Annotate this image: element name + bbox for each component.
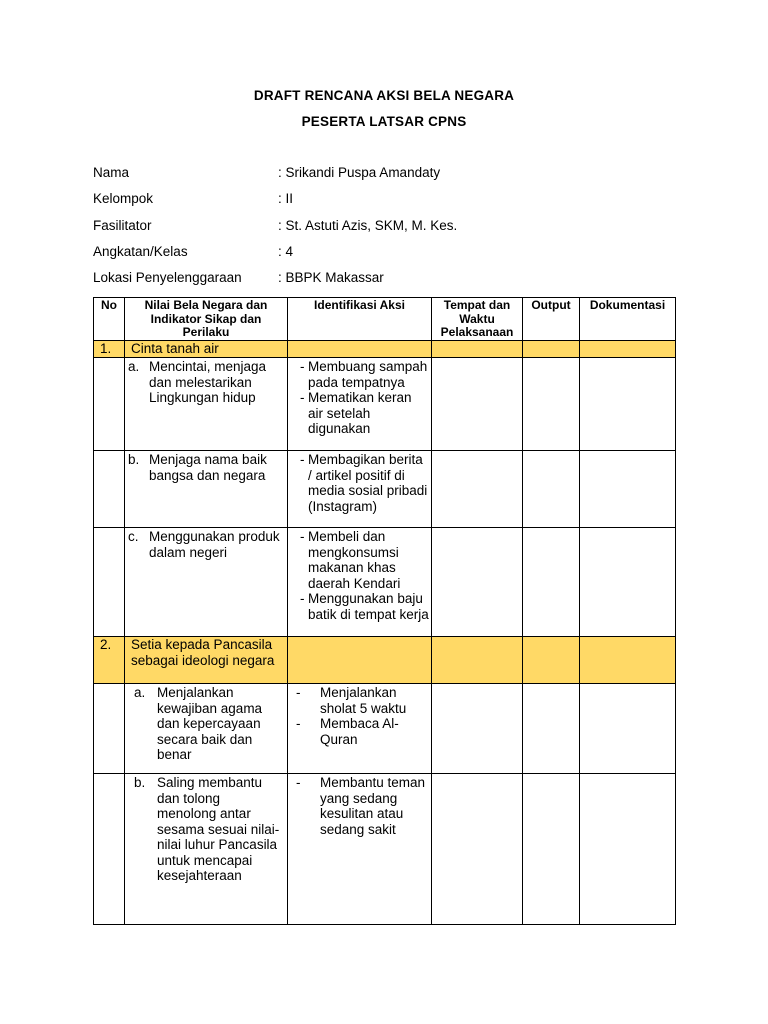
category-label: Cinta tanah air	[125, 341, 288, 358]
category-row	[94, 637, 676, 684]
empty-cell	[580, 774, 676, 925]
empty-cell	[580, 451, 676, 528]
header-output: Output	[523, 298, 580, 341]
indicator-cell	[125, 451, 288, 528]
action-plan-table	[93, 297, 676, 925]
empty-cell	[94, 684, 125, 774]
empty-cell	[432, 451, 523, 528]
table-row	[94, 684, 676, 774]
info-label: Fasilitator	[93, 217, 152, 233]
empty-cell	[432, 684, 523, 774]
actions-cell	[288, 528, 432, 637]
empty-cell	[580, 528, 676, 637]
empty-cell	[432, 528, 523, 637]
actions-cell	[288, 684, 432, 774]
actions-cell	[288, 358, 432, 451]
indicator-cell	[125, 528, 288, 637]
table-row	[94, 774, 676, 925]
info-label: Nama	[93, 165, 130, 180]
category-row	[94, 341, 676, 358]
info-row-nama	[93, 165, 673, 191]
participant-info	[93, 165, 673, 296]
table-row	[94, 358, 676, 451]
indicator-cell	[125, 684, 288, 774]
item-letter: b.	[134, 775, 146, 790]
empty-cell	[94, 774, 125, 925]
info-row-angkatan	[93, 244, 673, 270]
row-number: 2.	[94, 637, 125, 684]
empty-cell	[432, 774, 523, 925]
action-item: - Membeli dan mengkonsumsi makanan khas daerah Kendari	[300, 529, 401, 591]
empty-cell	[94, 451, 125, 528]
empty-cell	[523, 684, 580, 774]
empty-cell	[580, 341, 676, 358]
info-value: : BBPK Makassar	[278, 270, 384, 286]
empty-cell	[94, 528, 125, 637]
item-text: Saling membantu dan tolong menolong antar sesama sesuai nilai-nilai luhur Pancasila untuk mencapai kesejahteraan	[157, 775, 280, 883]
action-item: - Membantu teman yang sedang kesulitan atau sedang sakit	[296, 775, 426, 837]
action-item: - Menjalankan sholat 5 waktu	[296, 685, 407, 716]
table-row	[94, 451, 676, 528]
info-value: : 4	[278, 243, 294, 259]
header-nilai: Nilai Bela Negara dan Indikator Sikap dan Perilaku	[125, 298, 288, 341]
empty-cell	[523, 774, 580, 925]
item-text: Mencintai, menjaga dan melestarikan Lingkungan hidup	[149, 359, 267, 405]
empty-cell	[94, 358, 125, 451]
item-text: Menggunakan produk dalam negeri	[149, 529, 280, 560]
empty-cell	[580, 684, 676, 774]
table-row	[94, 528, 676, 637]
item-text: Menjaga nama baik bangsa dan negara	[149, 452, 267, 483]
empty-cell	[432, 637, 523, 684]
info-value: : Srikandi Puspa Amandaty	[278, 165, 441, 180]
empty-cell	[523, 528, 580, 637]
action-item: - Membaca Al-Quran	[296, 716, 399, 747]
action-item: - Membuang sampah pada tempatnya	[300, 359, 428, 390]
table-header-row	[94, 298, 676, 341]
item-letter: a.	[134, 685, 146, 700]
empty-cell	[580, 358, 676, 451]
empty-cell	[523, 637, 580, 684]
header-aksi: Identifikasi Aksi	[288, 298, 432, 341]
actions-cell	[288, 451, 432, 528]
item-letter: a.	[128, 359, 140, 374]
action-item: - Mematikan keran air setelah digunakan	[300, 390, 412, 436]
indicator-cell	[125, 774, 288, 925]
item-letter: b.	[128, 452, 140, 467]
actions-cell	[288, 774, 432, 925]
empty-cell	[288, 341, 432, 358]
empty-cell	[523, 451, 580, 528]
item-text: Menjalankan kewajiban agama dan kepercayaan secara baik dan benar	[157, 685, 263, 762]
action-item: - Menggunakan baju batik di tempat kerja	[300, 591, 429, 622]
info-row-kelompok	[93, 191, 673, 217]
info-label: Lokasi Penyelenggaraan	[93, 270, 242, 286]
info-row-fasilitator	[93, 218, 673, 244]
action-item: - Membagikan berita / artikel positif di media sosial pribadi (Instagram)	[300, 452, 428, 514]
empty-cell	[523, 341, 580, 358]
info-value: : II	[278, 191, 294, 207]
empty-cell	[288, 637, 432, 684]
info-row-lokasi	[93, 270, 673, 296]
category-label: Setia kepada Pancasila sebagai ideologi negara	[125, 637, 288, 684]
info-label: Kelompok	[93, 191, 154, 207]
header-dokumentasi: Dokumentasi	[580, 298, 676, 341]
document-subtitle: PESERTA LATSAR CPNS	[301, 114, 467, 129]
header-no: No	[94, 298, 125, 341]
indicator-cell	[125, 358, 288, 451]
empty-cell	[523, 358, 580, 451]
info-value: : St. Astuti Azis, SKM, M. Kes.	[278, 217, 458, 233]
document-title: DRAFT RENCANA AKSI BELA NEGARA	[253, 88, 515, 103]
item-letter: c.	[128, 529, 139, 544]
empty-cell	[432, 341, 523, 358]
header-tempat: Tempat dan Waktu Pelaksanaan	[432, 298, 523, 341]
empty-cell	[580, 637, 676, 684]
info-label: Angkatan/Kelas	[93, 243, 188, 259]
empty-cell	[432, 358, 523, 451]
row-number: 1.	[94, 341, 125, 358]
